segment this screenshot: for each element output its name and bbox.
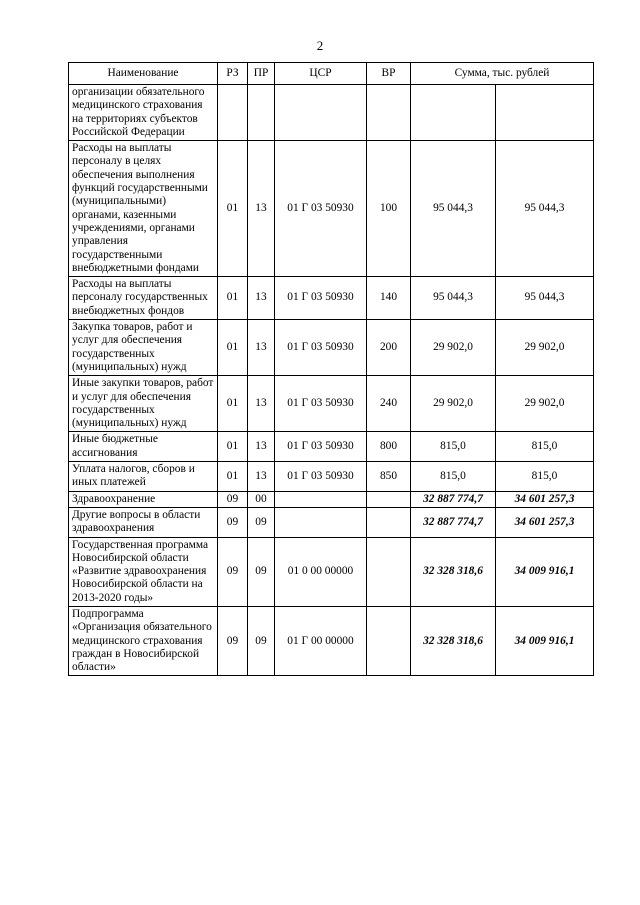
header-row	[69, 63, 594, 85]
row-rz: 01	[218, 462, 248, 492]
row-vr	[367, 491, 411, 507]
row-pr	[248, 85, 275, 141]
row-vr: 850	[367, 462, 411, 492]
row-rz: 09	[218, 507, 248, 537]
budget-table	[68, 62, 594, 676]
header-name: Наименование	[69, 63, 218, 85]
row-vr: 200	[367, 320, 411, 376]
row-rz: 01	[218, 141, 248, 277]
table-row	[69, 491, 594, 507]
row-pr: 13	[248, 141, 275, 277]
row-rz: 01	[218, 432, 248, 462]
row-pr: 09	[248, 606, 275, 675]
row-name: Иные бюджетные ассигнования	[69, 432, 218, 462]
row-sum-2	[496, 85, 594, 141]
row-name: организации обязательного медицинского страхования на территориях субъектов Российской Федерации	[69, 85, 218, 141]
page-number: 2	[316, 38, 324, 53]
row-csr	[275, 85, 367, 141]
row-csr: 01 Г 03 50930	[275, 141, 367, 277]
row-sum-1: 32 887 774,7	[411, 507, 496, 537]
table-row	[69, 432, 594, 462]
row-csr: 01 Г 03 50930	[275, 432, 367, 462]
row-vr: 240	[367, 376, 411, 432]
row-sum-2: 34 009 916,1	[496, 606, 594, 675]
row-pr: 13	[248, 320, 275, 376]
row-sum-2: 815,0	[496, 462, 594, 492]
row-rz: 09	[218, 606, 248, 675]
header-vr: ВР	[367, 63, 411, 85]
row-sum-2: 34 009 916,1	[496, 537, 594, 606]
row-sum-1: 815,0	[411, 462, 496, 492]
row-rz	[218, 85, 248, 141]
row-pr: 13	[248, 432, 275, 462]
table-row	[69, 85, 594, 141]
row-pr: 09	[248, 507, 275, 537]
row-vr	[367, 507, 411, 537]
row-name: Иные закупки товаров, работ и услуг для обеспечения государственных (муниципальных) нужд	[69, 376, 218, 432]
row-name: Здравоохранение	[69, 491, 218, 507]
row-name: Государственная программа Новосибирской области «Развитие здравоохранения Новосибирской области на 2013-2020 годы»	[69, 537, 218, 606]
row-csr: 01 Г 03 50930	[275, 462, 367, 492]
row-csr: 01 Г 03 50930	[275, 376, 367, 432]
row-csr: 01 0 00 00000	[275, 537, 367, 606]
row-pr: 00	[248, 491, 275, 507]
row-pr: 09	[248, 537, 275, 606]
row-vr: 100	[367, 141, 411, 277]
row-csr: 01 Г 00 00000	[275, 606, 367, 675]
row-sum-1: 815,0	[411, 432, 496, 462]
table-row	[69, 606, 594, 675]
row-csr: 01 Г 03 50930	[275, 320, 367, 376]
row-sum-2: 29 902,0	[496, 376, 594, 432]
header-pr: ПР	[248, 63, 275, 85]
row-vr: 140	[367, 277, 411, 320]
table-row	[69, 320, 594, 376]
row-sum-2: 95 044,3	[496, 141, 594, 277]
row-rz: 09	[218, 537, 248, 606]
row-vr	[367, 537, 411, 606]
row-vr	[367, 85, 411, 141]
row-sum-1: 32 328 318,6	[411, 606, 496, 675]
header-csr: ЦСР	[275, 63, 367, 85]
row-sum-1: 29 902,0	[411, 376, 496, 432]
row-rz: 01	[218, 277, 248, 320]
row-pr: 13	[248, 376, 275, 432]
row-vr: 800	[367, 432, 411, 462]
row-name: Уплата налогов, сборов и иных платежей	[69, 462, 218, 492]
table-row	[69, 507, 594, 537]
table-row	[69, 141, 594, 277]
row-rz: 09	[218, 491, 248, 507]
header-rz: РЗ	[218, 63, 248, 85]
table-row	[69, 277, 594, 320]
row-pr: 13	[248, 462, 275, 492]
row-sum-1: 95 044,3	[411, 141, 496, 277]
row-name: Закупка товаров, работ и услуг для обеспечения государственных (муниципальных) нужд	[69, 320, 218, 376]
table-body	[69, 85, 594, 676]
row-name: Расходы на выплаты персоналу государственных внебюджетных фондов	[69, 277, 218, 320]
row-sum-1: 32 887 774,7	[411, 491, 496, 507]
header-sum: Сумма, тыс. рублей	[411, 63, 594, 85]
row-sum-2: 29 902,0	[496, 320, 594, 376]
row-sum-1: 95 044,3	[411, 277, 496, 320]
row-name: Подпрограмма «Организация обязательного медицинского страхования граждан в Новосибирской области»	[69, 606, 218, 675]
row-csr	[275, 507, 367, 537]
row-pr: 13	[248, 277, 275, 320]
table-row	[69, 537, 594, 606]
row-vr	[367, 606, 411, 675]
row-sum-1: 32 328 318,6	[411, 537, 496, 606]
row-sum-1	[411, 85, 496, 141]
row-sum-2: 95 044,3	[496, 277, 594, 320]
row-sum-2: 34 601 257,3	[496, 491, 594, 507]
row-sum-1: 29 902,0	[411, 320, 496, 376]
row-csr: 01 Г 03 50930	[275, 277, 367, 320]
row-csr	[275, 491, 367, 507]
row-rz: 01	[218, 376, 248, 432]
table-row	[69, 376, 594, 432]
row-name: Расходы на выплаты персоналу в целях обеспечения выполнения функций государственными (муниципальными) органами, казенными учреждениями, органами управления государственными внебюджетными фондами	[69, 141, 218, 277]
row-sum-2: 34 601 257,3	[496, 507, 594, 537]
row-rz: 01	[218, 320, 248, 376]
row-name: Другие вопросы в области здравоохранения	[69, 507, 218, 537]
table-row	[69, 462, 594, 492]
row-sum-2: 815,0	[496, 432, 594, 462]
